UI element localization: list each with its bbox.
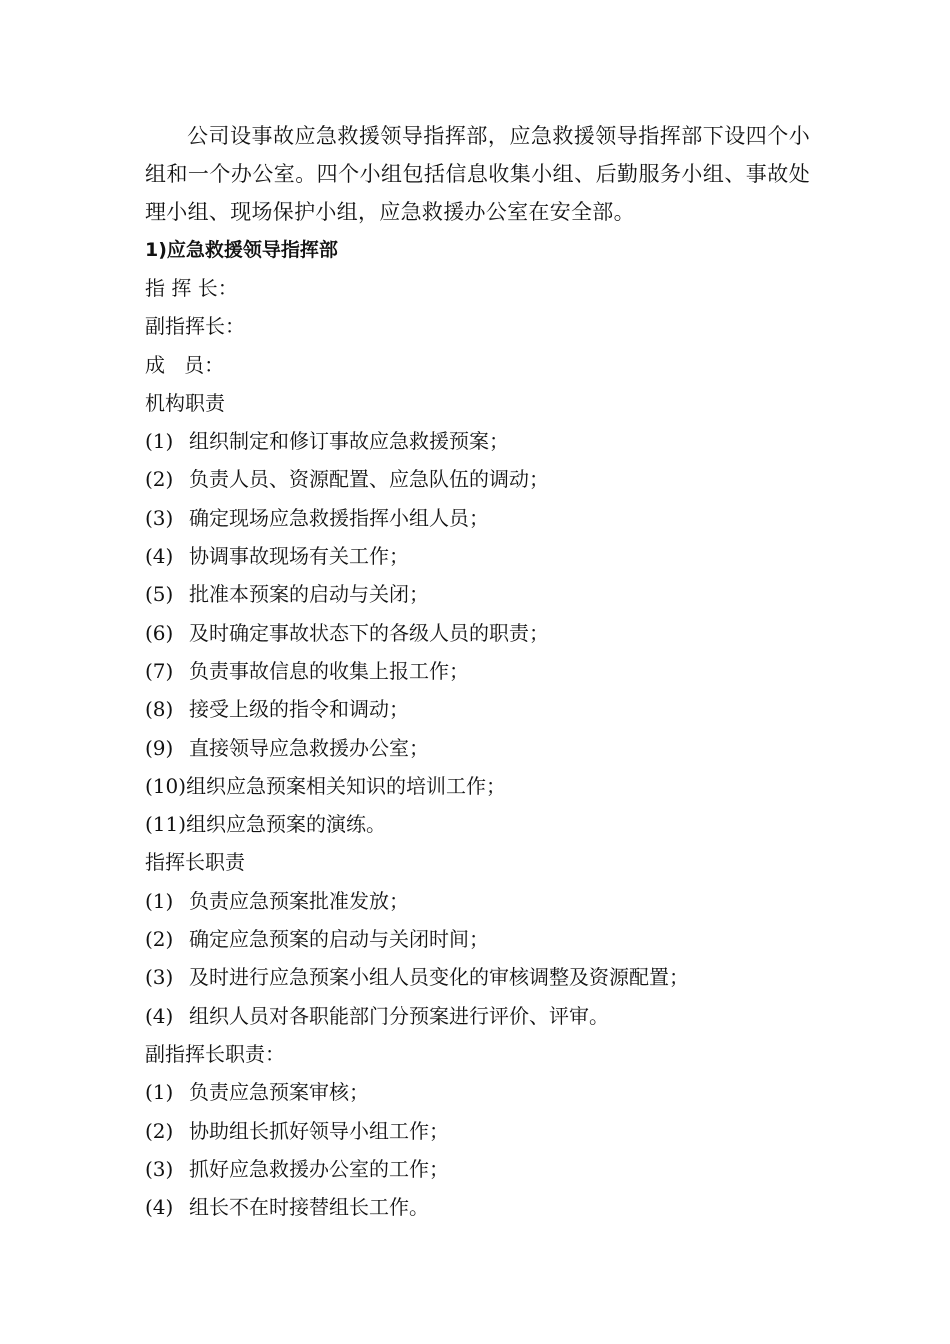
item-text: 组长不在时接替组长工作。 (189, 1195, 429, 1220)
item-text: 接受上级的指令和调动； (189, 697, 409, 722)
list-item (145, 1073, 810, 1111)
item-number: (6) (145, 620, 174, 645)
role-commander: 指 挥 长： (145, 276, 238, 300)
list-item (145, 729, 810, 767)
intro-paragraph: 公司设事故应急救援领导指挥部，应急救援领导指挥部下设四个小组和一个办公室。四个小组包括信息收集小组、后勤服务小组、事故处理小组、现场保护小组，应急救援办公室在安全部。 (145, 124, 810, 224)
list-item (145, 499, 810, 537)
list-item (145, 1150, 810, 1188)
list-item (145, 690, 810, 728)
item-number: (2) (145, 927, 174, 952)
list-item (145, 460, 810, 498)
item-text: 及时确定事故状态下的各级人员的职责； (189, 620, 549, 645)
item-text: 负责人员、资源配置、应急队伍的调动； (189, 467, 549, 492)
item-number: (7) (145, 658, 174, 683)
item-text: 批准本预案的启动与关闭； (189, 582, 429, 607)
item-text: 抓好应急救援办公室的工作； (189, 1156, 449, 1181)
list-item (145, 537, 810, 575)
document-body (145, 117, 810, 1226)
list-item (145, 575, 810, 613)
item-number: (1) (145, 888, 174, 913)
item-text: 负责事故信息的收集上报工作； (189, 658, 469, 683)
item-text: 组织人员对各职能部门分预案进行评价、评审。 (189, 1003, 609, 1028)
item-number: (3) (145, 505, 174, 530)
section-heading: 1)应急救援领导指挥部 (145, 239, 338, 261)
item-number: (4) (145, 1003, 174, 1028)
list-item (145, 1188, 810, 1226)
role-members: 成 员： (145, 352, 225, 377)
item-text: 负责应急预案批准发放； (189, 888, 409, 913)
list-item (145, 997, 810, 1035)
list-item (145, 958, 810, 996)
item-number: (11) (145, 812, 187, 837)
list-item (145, 767, 810, 805)
item-number: (1) (145, 1080, 174, 1105)
item-text: 及时进行应急预案小组人员变化的审核调整及资源配置； (189, 965, 689, 990)
list-item (145, 882, 810, 920)
role-deputy: 副指挥长： (145, 314, 245, 339)
item-text: 确定应急预案的启动与关闭时间； (189, 927, 489, 952)
list-item (145, 614, 810, 652)
item-number: (10) (145, 773, 187, 798)
org-duties-list (145, 422, 810, 843)
item-text: 协调事故现场有关工作； (189, 544, 409, 569)
item-number: (3) (145, 1156, 174, 1181)
list-item (145, 920, 810, 958)
item-text: 组织应急预案相关知识的培训工作； (186, 773, 507, 798)
list-item (145, 805, 810, 843)
item-number: (2) (145, 1118, 174, 1143)
item-number: (9) (145, 735, 174, 760)
item-number: (1) (145, 429, 174, 454)
item-text: 负责应急预案审核； (189, 1080, 369, 1105)
org-duties-title: 机构职责 (145, 390, 225, 415)
item-number: (5) (145, 582, 174, 607)
commander-duties-list (145, 882, 810, 1035)
item-text: 直接领导应急救援办公室； (189, 735, 429, 760)
list-item (145, 422, 810, 460)
list-item (145, 1112, 810, 1150)
item-text: 组织制定和修订事故应急救援预案； (189, 429, 509, 454)
item-number: (2) (145, 467, 174, 492)
commander-duties-title: 指挥长职责 (145, 850, 245, 875)
item-number: (4) (145, 1195, 174, 1220)
item-text: 确定现场应急救援指挥小组人员； (189, 505, 489, 530)
item-number: (4) (145, 544, 174, 569)
item-text: 组织应急预案的演练。 (186, 812, 387, 837)
deputy-duties-list (145, 1073, 810, 1226)
list-item (145, 652, 810, 690)
item-number: (3) (145, 965, 174, 990)
item-text: 协助组长抓好领导小组工作； (189, 1118, 449, 1143)
item-number: (8) (145, 697, 174, 722)
deputy-duties-title: 副指挥长职责： (145, 1041, 285, 1066)
